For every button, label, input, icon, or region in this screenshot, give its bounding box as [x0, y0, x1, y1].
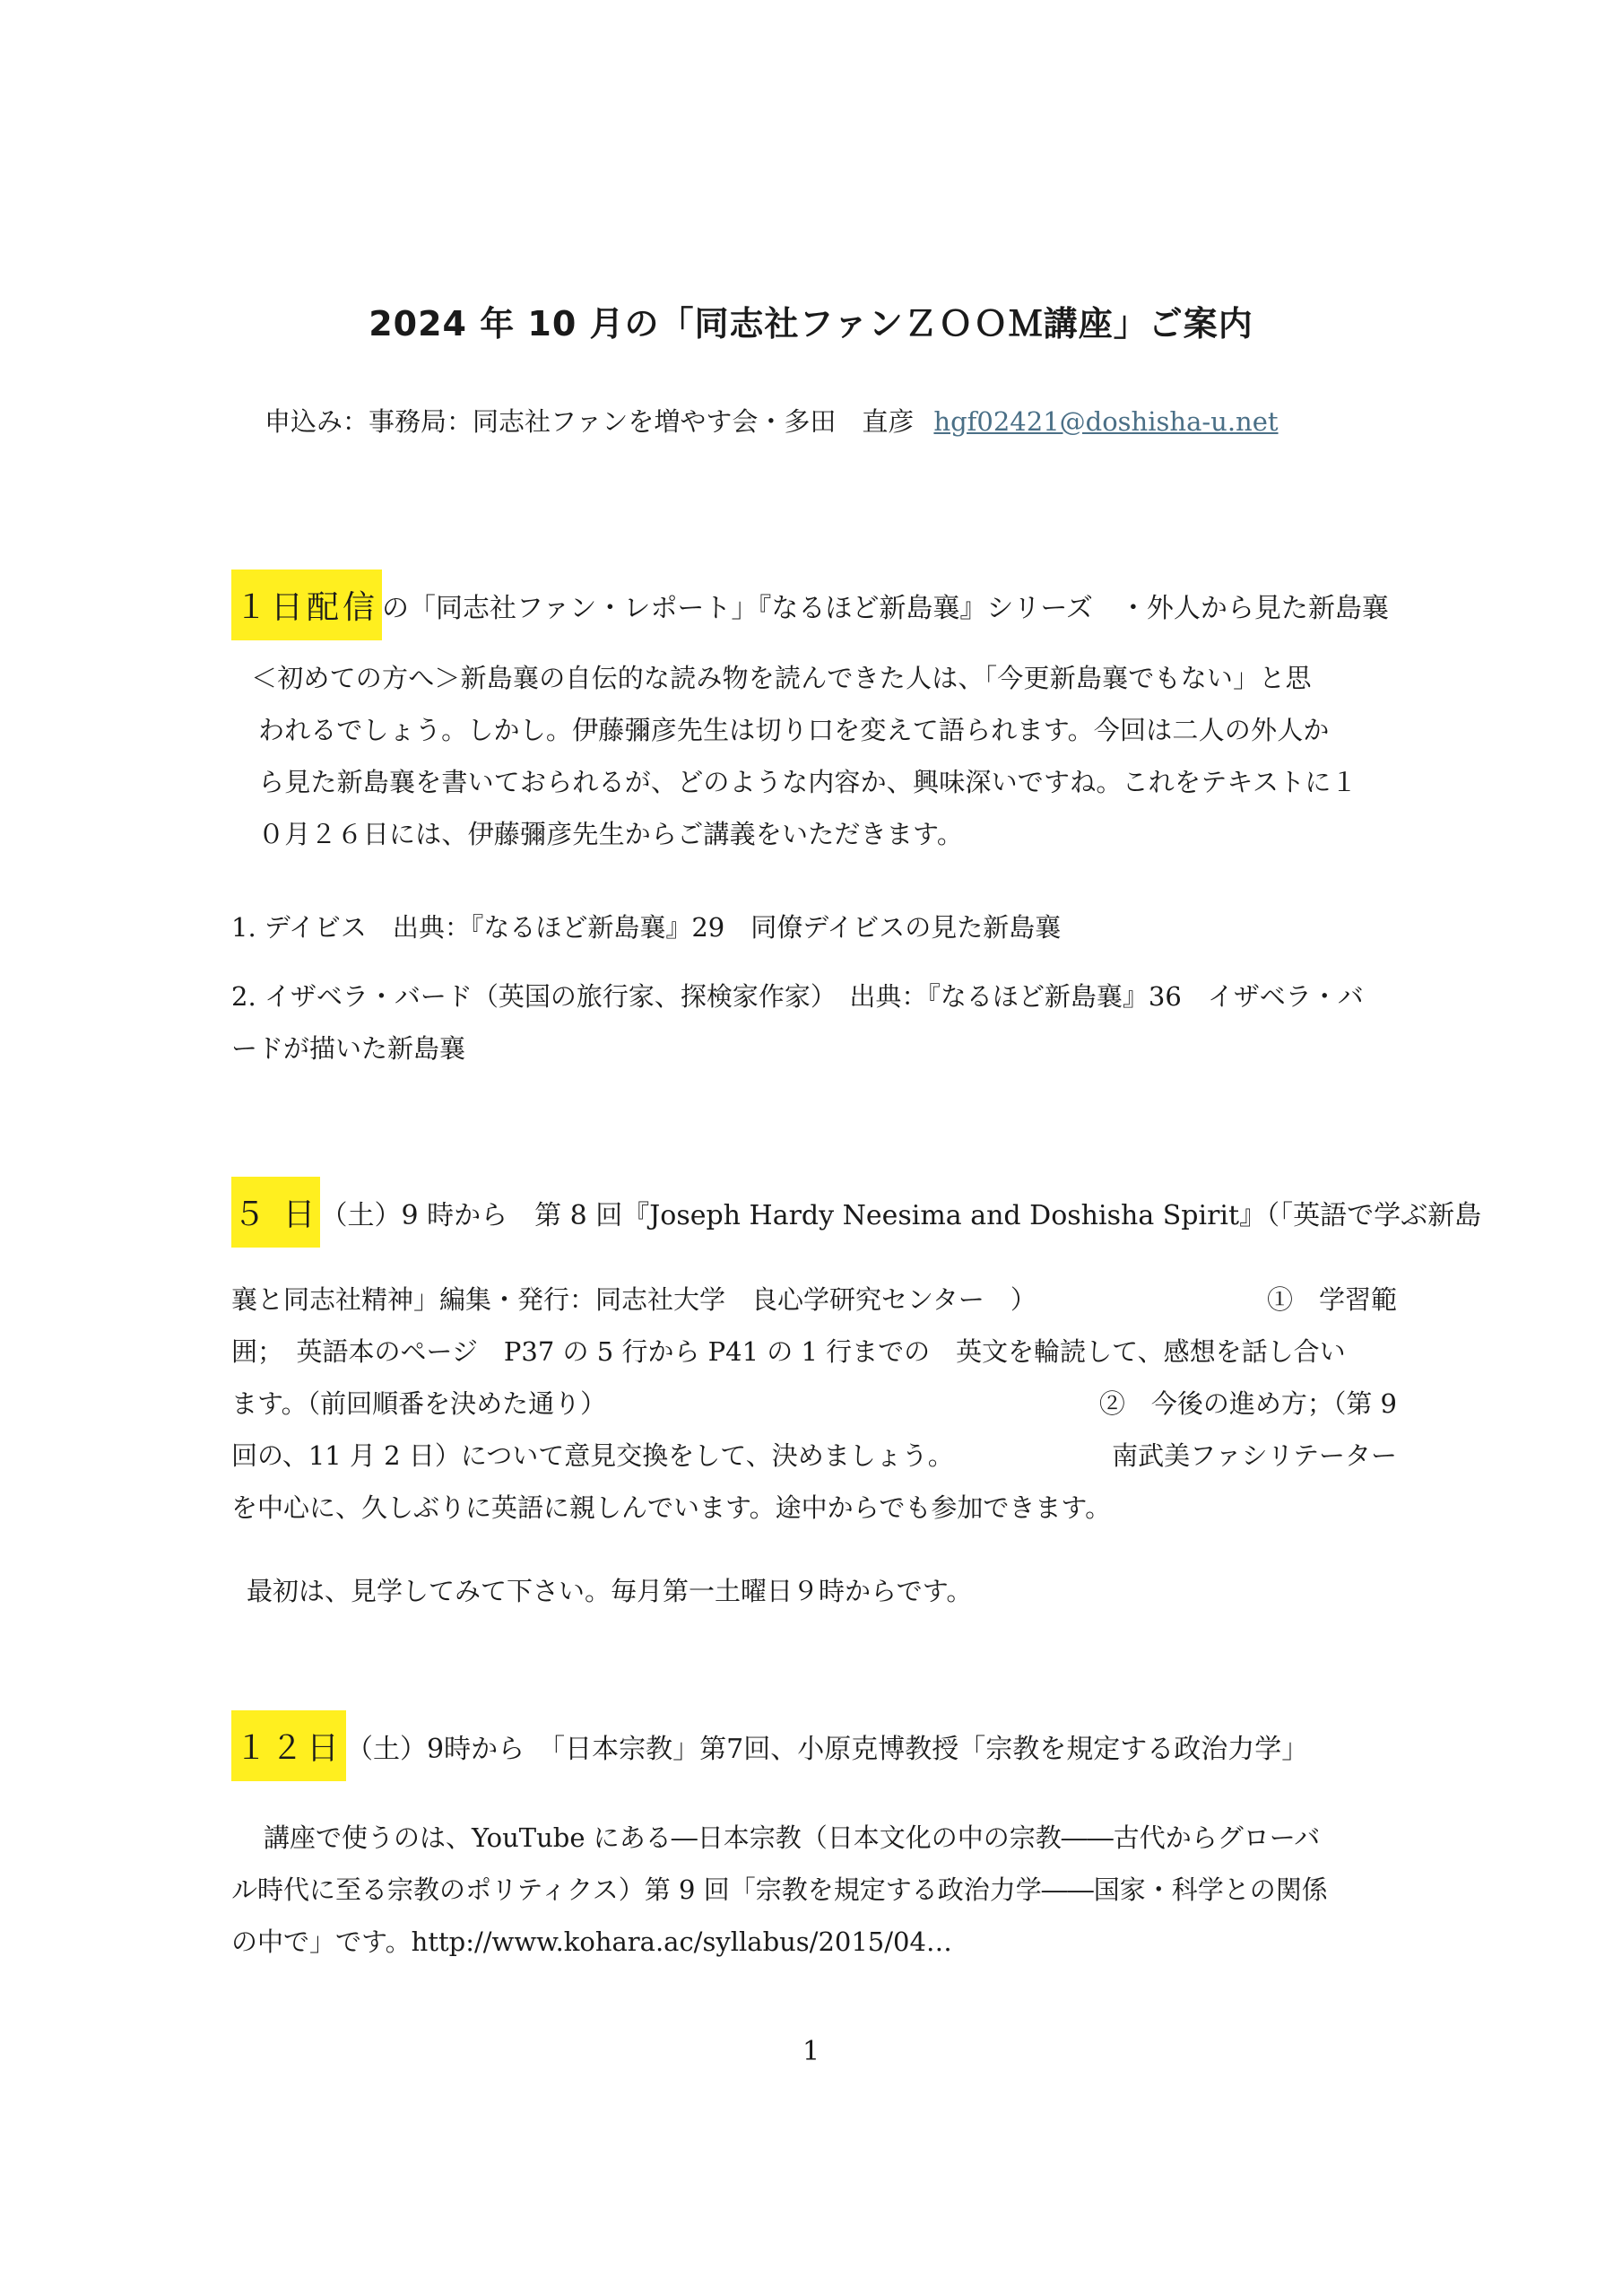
body-line: の中で」です。http://www.kohara.ac/syllabus/2015/04… [231, 1926, 952, 1957]
intro-line: ら見た新島襄を書いておられるが、どのような内容か、興味深いですね。これをテキストに１ [258, 767, 1357, 797]
body-line [231, 1378, 1397, 1430]
contact-label: 申込み：事務局：同志社ファンを増やす会・多田 直彦 [265, 406, 915, 437]
body-line [231, 1482, 1397, 1534]
body-line [231, 1274, 1397, 1326]
line-left: ます。（前回順番を決めた通り） [231, 1388, 607, 1419]
section1-item1 [231, 901, 1061, 953]
section1-heading [231, 570, 1389, 640]
section3-heading [231, 1710, 1308, 1781]
line-left: 襄と同志社精神」編集・発行：同志社大学 良心学研究センター ） [231, 1284, 1037, 1315]
intro-line: われるでしょう。しかし。伊藤彌彦先生は切り口を変えて語られます。今回は二人の外人か [258, 715, 1330, 745]
section2-heading-text: （土）9 時から 第 8 回『Joseph Hardy Neesima and Doshisha Spirit』（「英語で学ぶ新島 [320, 1199, 1482, 1231]
section1-highlight: １日配信 [231, 570, 382, 640]
body-line: ル時代に至る宗教のポリティクス）第 9 回「宗教を規定する政治力学――国家・科学との関係 [231, 1874, 1328, 1905]
page-title: 2024 年 10 月の「同志社ファンＺＯＯＭ講座」ご案内 [369, 304, 1253, 344]
list-item: 1. デイビス 出典：『なるほど新島襄』29 同僚デイビスの見た新島襄 [231, 912, 1062, 943]
section3-body [231, 1812, 1328, 1968]
line-right: 南武美ファシリテーター [1112, 1440, 1397, 1471]
note-line: 最初は、見学してみて下さい。毎月第一土曜日９時からです。 [247, 1576, 973, 1606]
section3-highlight: １２日 [231, 1710, 346, 1781]
list-item-line: 2. イザベラ・バード（英国の旅行家、探検家作家） 出典：『なるほど新島襄』36 イザベラ・バ [231, 981, 1364, 1012]
section1-item2 [231, 970, 1364, 1074]
email-link[interactable]: hgf02421@doshisha-u.net [933, 406, 1279, 437]
body-line: 講座で使うのは、YouTube にある―日本宗教（日本文化の中の宗教――古代からグローバ [264, 1822, 1321, 1853]
section2-body [231, 1274, 1397, 1534]
body-line [231, 1326, 1397, 1378]
intro-line: ＜初めての方へ＞新島襄の自伝的な読み物を読んできた人は、「今更新島襄でもない」と思 [251, 663, 1312, 693]
section2-highlight: ５ 日 [231, 1177, 320, 1248]
line-left: を中心に、久しぶりに英語に親しんでいます。途中からでも参加できます。 [231, 1492, 1112, 1523]
line-left: 回の、11 月 2 日）について意見交換をして、決めましょう。 [231, 1440, 954, 1471]
line-right: ② 今後の進め方；（第 9 [1098, 1388, 1397, 1419]
section1-intro [251, 652, 1357, 860]
section3-heading-text: （土）9時から 「日本宗教」第7回、小原克博教授「宗教を規定する政治力学」 [346, 1733, 1309, 1765]
intro-line: ０月２６日には、伊藤彌彦先生からご講義をいただきます。 [258, 819, 964, 849]
contact-info [265, 402, 1279, 439]
list-item-line: ードが描いた新島襄 [231, 1033, 466, 1064]
section2-heading [231, 1177, 1481, 1248]
line-right: ① 学習範 [1266, 1284, 1397, 1315]
body-line [231, 1430, 1397, 1482]
section2-note [247, 1565, 972, 1617]
line-left: 囲； 英語本のページ P37 の 5 行から P41 の 1 行までの 英文を輪読して、感想を話し合い [231, 1336, 1346, 1367]
section1-heading-text: の「同志社ファン・レポート」『なるほど新島襄』シリーズ ・外人から見た新島襄 [382, 592, 1389, 624]
page-number: 1 [802, 2036, 820, 2067]
